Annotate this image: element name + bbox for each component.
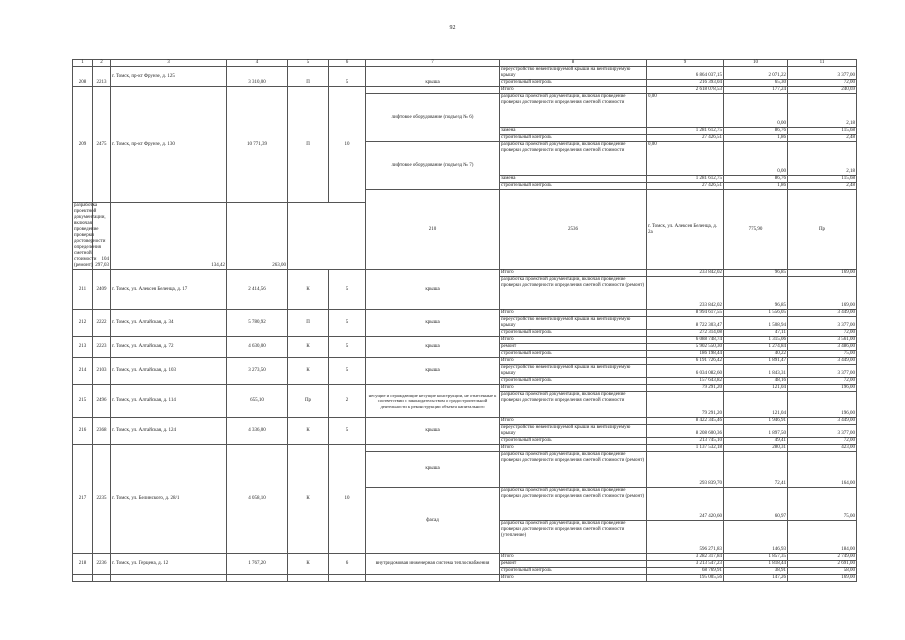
table-row bbox=[73, 270, 857, 277]
cost: 195 005,56 bbox=[647, 575, 724, 582]
unit-cost: 177,24 bbox=[724, 87, 788, 94]
element: крыша bbox=[366, 337, 500, 358]
cost: 216 393,04 bbox=[647, 80, 724, 87]
unit-cost: 86,76 bbox=[724, 176, 788, 183]
work-desc: замена bbox=[500, 128, 647, 135]
limit-cost: 169,00 bbox=[788, 575, 857, 582]
table-row bbox=[73, 575, 857, 582]
unit-cost: 96,85 bbox=[724, 270, 788, 277]
house-id: 2223 bbox=[93, 337, 111, 358]
area bbox=[227, 575, 288, 582]
house-type: П bbox=[288, 87, 329, 203]
table-row bbox=[73, 337, 857, 344]
work-desc: строительный контроль bbox=[500, 135, 647, 142]
floors: 5 bbox=[329, 270, 366, 310]
work-desc: строительный контроль bbox=[500, 183, 647, 190]
work-desc: Итого bbox=[500, 445, 647, 452]
cost: 79 291,20 bbox=[647, 385, 724, 392]
cost: 8 722 303,47 bbox=[647, 317, 724, 330]
cost: 6 034 082,60 bbox=[647, 365, 724, 378]
column-header: 9 bbox=[647, 60, 724, 67]
cost: 0,00 bbox=[647, 94, 724, 128]
house-type: К bbox=[288, 418, 329, 445]
unit-cost: 1 818,44 bbox=[724, 561, 788, 568]
row-number: 214 bbox=[73, 358, 93, 385]
limit-cost: 3 377,00 bbox=[788, 425, 857, 438]
cost: 2 618 078,53 bbox=[647, 87, 724, 94]
limit-cost: 196,00 bbox=[788, 392, 857, 418]
address: г. Томск, ул. Белинского, д. 28/1 bbox=[111, 445, 227, 554]
house-type: П bbox=[288, 310, 329, 337]
unit-cost: 146,93 bbox=[724, 521, 788, 554]
unit-cost: 121,04 bbox=[724, 392, 788, 418]
area: 4 630,00 bbox=[227, 337, 288, 358]
floors: 5 bbox=[329, 67, 366, 87]
limit-cost: 115,68 bbox=[788, 128, 857, 135]
work-desc: Итого bbox=[500, 310, 647, 317]
limit-cost: 58,00 bbox=[788, 568, 857, 575]
house-id bbox=[93, 575, 111, 582]
column-header: 2 bbox=[93, 60, 111, 67]
cost: 233 842,02 bbox=[647, 277, 724, 310]
cost: 1 281 612,75 bbox=[647, 176, 724, 183]
limit-cost: 3 486,00 bbox=[788, 344, 857, 351]
column-header: 1 bbox=[73, 60, 93, 67]
work-desc: Итого bbox=[500, 358, 647, 365]
house-type: Пр bbox=[288, 385, 329, 418]
work-desc: переустройство невентилируемой крыши на вентилируемую крышу bbox=[500, 365, 647, 378]
element: несущие и ограждающие несущие конструкции, не отнесенные к соответствии с законодательством о градостроительной деятельности к реконструкции объекта капитального bbox=[366, 385, 500, 418]
work-desc: Итого bbox=[500, 87, 647, 94]
address: г. Томск, ул. Герцена, д. 12 bbox=[111, 554, 227, 575]
floors: 5 bbox=[329, 358, 366, 385]
limit-cost: 196,00 bbox=[788, 385, 857, 392]
floors: 5 bbox=[329, 310, 366, 337]
limit-cost: 169,00 bbox=[788, 270, 857, 277]
work-desc: строительный контроль bbox=[500, 351, 647, 358]
work-desc: разработка проектной документации, включая проведение проверки достоверности определения сметной стоимости (ремонт) bbox=[500, 488, 647, 521]
cost: 272 314,08 bbox=[647, 330, 724, 337]
limit-cost: 3 449,00 bbox=[788, 418, 857, 425]
table-row bbox=[73, 554, 857, 561]
row-number: 217 bbox=[73, 445, 93, 554]
address: г. Томск, ул. Алтайская, д. 114 bbox=[111, 385, 227, 418]
column-header: 10 bbox=[724, 60, 788, 67]
row-number: 209 bbox=[73, 87, 93, 203]
row-number: 215 bbox=[73, 385, 93, 418]
row-number: 211 bbox=[73, 270, 93, 310]
column-header: 11 bbox=[788, 60, 857, 67]
unit-cost: 48,16 bbox=[724, 378, 788, 385]
unit-cost: 49,41 bbox=[724, 438, 788, 445]
cost: 233 842,02 bbox=[647, 270, 724, 277]
cost: 79 291,20 bbox=[647, 392, 724, 418]
unit-cost: 1 315,06 bbox=[724, 337, 788, 344]
element: крыша bbox=[366, 358, 500, 385]
cost: 8 208 600,36 bbox=[647, 425, 724, 438]
limit-cost: 3 561,00 bbox=[788, 337, 857, 344]
table-row bbox=[73, 385, 857, 392]
unit-cost: 134,42 bbox=[111, 203, 227, 270]
column-header: 5 bbox=[288, 60, 329, 67]
house-id: 2222 bbox=[93, 310, 111, 337]
house-type: Пр bbox=[788, 190, 857, 270]
unit-cost: 1 843,31 bbox=[724, 365, 788, 378]
work-desc: разработка проектной документации, включая проведение проверки достоверности определения сметной стоимости bbox=[500, 94, 647, 128]
work-desc: Итого bbox=[500, 385, 647, 392]
element-empty bbox=[366, 87, 500, 94]
work-desc: переустройство невентилируемой крыши на вентилируемую крышу bbox=[500, 67, 647, 80]
cost: 3 282 317,84 bbox=[647, 554, 724, 561]
limit-cost: 3 377,00 bbox=[788, 67, 857, 80]
element bbox=[366, 575, 500, 582]
column-header: 4 bbox=[227, 60, 288, 67]
cost: 27 426,51 bbox=[647, 135, 724, 142]
work-desc: ремонт bbox=[500, 561, 647, 568]
limit-cost: 2,48 bbox=[788, 135, 857, 142]
row-number bbox=[73, 575, 93, 582]
row-number: 212 bbox=[73, 310, 93, 337]
column-header: 7 bbox=[366, 60, 500, 67]
unit-cost: 121,04 bbox=[724, 385, 788, 392]
house-type: П bbox=[288, 67, 329, 87]
area: 3 310,00 bbox=[227, 67, 288, 87]
limit-cost: 2 691,00 bbox=[788, 561, 857, 568]
work-desc: разработка проектной документации, включая проведение проверки достоверности определения сметной стоимости (ремонт) bbox=[74, 203, 106, 268]
limit-cost: 72,00 bbox=[788, 378, 857, 385]
element: лифтовое оборудование (подъезд № 7) bbox=[366, 142, 500, 190]
unit-cost: 47,11 bbox=[724, 330, 788, 337]
unit-cost: 280,31 bbox=[724, 445, 788, 452]
address: г. Томск, пр-кт Фрунзе, д. 130 bbox=[111, 87, 227, 203]
page-number: 92 bbox=[449, 25, 456, 31]
floors: 2 bbox=[329, 385, 366, 418]
area: 2 414,56 bbox=[227, 270, 288, 310]
element: внутридомовая инженерная система теплоснабжения bbox=[366, 554, 500, 575]
unit-cost: 147,26 bbox=[724, 575, 788, 582]
element: крыша bbox=[366, 418, 500, 445]
cost: 186 198,44 bbox=[647, 351, 724, 358]
unit-cost: 60,97 bbox=[724, 488, 788, 521]
column-header: 8 bbox=[500, 60, 647, 67]
element: крыша bbox=[366, 310, 500, 337]
unit-cost: 96,85 bbox=[724, 277, 788, 310]
cost: 8 422 345,46 bbox=[647, 418, 724, 425]
work-desc: строительный контроль bbox=[500, 80, 647, 87]
limit-cost: 72,00 bbox=[788, 438, 857, 445]
house-id: 2235 bbox=[93, 445, 111, 554]
cost: 27 426,51 bbox=[647, 183, 724, 190]
element: крыша bbox=[366, 270, 500, 310]
floors: 5 bbox=[329, 418, 366, 445]
unit-cost: 38,91 bbox=[724, 568, 788, 575]
row-number: 210 bbox=[366, 190, 500, 270]
capital-repair-table bbox=[72, 59, 857, 582]
unit-cost: 0,00 bbox=[724, 94, 788, 128]
house-id: 2103 bbox=[93, 358, 111, 385]
element: фасад bbox=[366, 488, 500, 554]
house-type: К bbox=[288, 554, 329, 575]
cost: 3 213 547,23 bbox=[647, 561, 724, 568]
work-desc: Итого bbox=[500, 270, 647, 277]
cost: 6 864 037,15 bbox=[647, 67, 724, 80]
unit-cost: 1 556,05 bbox=[724, 310, 788, 317]
unit-cost: 1 946,91 bbox=[724, 418, 788, 425]
area: 655,10 bbox=[227, 385, 288, 418]
work-desc: строительный контроль bbox=[500, 330, 647, 337]
unit-cost: 1 274,84 bbox=[724, 344, 788, 351]
address bbox=[111, 575, 227, 582]
row-number: 216 bbox=[73, 418, 93, 445]
limit-cost: 115,68 bbox=[788, 176, 857, 183]
work-desc: переустройство невентилируемой крыши на вентилируемую крышу bbox=[500, 425, 647, 438]
address: г. Томск, ул. Алтайская, д. 34 bbox=[111, 310, 227, 337]
address: г. Томск, ул. Алтайская, д. 103 bbox=[111, 358, 227, 385]
table-row bbox=[73, 67, 857, 80]
cost: 8 994 617,55 bbox=[647, 310, 724, 317]
area: 10 771,39 bbox=[227, 87, 288, 203]
column-header: 3 bbox=[111, 60, 227, 67]
work-desc: разработка проектной документации, включая проведение проверки достоверности определения сметной стоимости (утепление) bbox=[500, 521, 647, 554]
cost: 5 902 550,30 bbox=[647, 344, 724, 351]
floors bbox=[329, 575, 366, 582]
house-id: 2475 bbox=[93, 87, 111, 203]
element: лифтовое оборудование (подъезд № 6) bbox=[366, 94, 500, 142]
cost: 104 297,03 bbox=[93, 203, 111, 270]
limit-cost: 169,00 bbox=[788, 277, 857, 310]
address: г. Томск, ул. Алтайская, д. 124 bbox=[111, 418, 227, 445]
unit-cost: 86,76 bbox=[724, 128, 788, 135]
unit-cost: 1,86 bbox=[724, 183, 788, 190]
table-row bbox=[73, 310, 857, 317]
floors: 10 bbox=[329, 87, 366, 203]
limit-cost: 2,18 bbox=[788, 142, 857, 176]
limit-cost: 184,00 bbox=[788, 521, 857, 554]
limit-cost: 2 749,00 bbox=[788, 554, 857, 561]
limit-cost: 3 377,00 bbox=[788, 317, 857, 330]
house-id: 2409 bbox=[93, 270, 111, 310]
floors: 10 bbox=[329, 445, 366, 554]
table-row bbox=[73, 418, 857, 425]
work-desc: переустройство невентилируемой крыши на вентилируемую крышу bbox=[500, 317, 647, 330]
work-desc: ремонт bbox=[500, 344, 647, 351]
house-id: 2496 bbox=[93, 385, 111, 418]
element: крыша bbox=[366, 452, 500, 488]
cost: 68 769,91 bbox=[647, 568, 724, 575]
limit-cost: 72,00 bbox=[788, 330, 857, 337]
work-desc: Итого bbox=[500, 337, 647, 344]
cost: 0,00 bbox=[647, 142, 724, 176]
row-number: 213 bbox=[73, 337, 93, 358]
table-row bbox=[73, 445, 857, 452]
unit-cost: 2 071,22 bbox=[724, 67, 788, 80]
column-number-row bbox=[73, 60, 857, 67]
address: г. Томск, ул. Алексея Беленца, д. 2а bbox=[647, 190, 724, 270]
address: г. Томск, ул. Алексея Беленца, д. 17 bbox=[111, 270, 227, 310]
limit-cost: 263,00 bbox=[227, 203, 288, 270]
cost: 6 088 748,74 bbox=[647, 337, 724, 344]
limit-cost: 75,00 bbox=[788, 351, 857, 358]
limit-cost: 164,00 bbox=[788, 452, 857, 488]
limit-cost: 2,18 bbox=[788, 94, 857, 128]
area: 3 273,50 bbox=[227, 358, 288, 385]
area: 5 780,92 bbox=[227, 310, 288, 337]
house-type: К bbox=[288, 270, 329, 310]
unit-cost: 65,30 bbox=[724, 80, 788, 87]
address: г. Томск, пр-кт Фрунзе, д. 125 bbox=[111, 67, 227, 87]
house-id: 2536 bbox=[500, 190, 647, 270]
house-id: 2368 bbox=[93, 418, 111, 445]
cost: 213 745,10 bbox=[647, 438, 724, 445]
work-desc: разработка проектной документации, включая проведение проверки достоверности определения сметной стоимости bbox=[500, 142, 647, 176]
work-desc: замена bbox=[500, 176, 647, 183]
limit-cost: 72,00 bbox=[788, 80, 857, 87]
floors: 6 bbox=[329, 554, 366, 575]
house-id: 2236 bbox=[93, 554, 111, 575]
cost: 596 271,83 bbox=[647, 521, 724, 554]
area: 1 767,20 bbox=[227, 554, 288, 575]
area: 4 058,10 bbox=[227, 445, 288, 554]
table-row bbox=[73, 358, 857, 365]
work-desc: Итого bbox=[500, 418, 647, 425]
row-number: 208 bbox=[73, 67, 93, 87]
area: 775,90 bbox=[724, 190, 788, 270]
column-header: 6 bbox=[329, 60, 366, 67]
element: крыша bbox=[366, 67, 500, 87]
cost: 247 420,60 bbox=[647, 488, 724, 521]
row-number: 218 bbox=[73, 554, 93, 575]
limit-cost: 3 449,00 bbox=[788, 310, 857, 317]
limit-cost: 75,00 bbox=[788, 488, 857, 521]
work-desc: разработка проектной документации, включая проведение проверки достоверности определения сметной стоимости (ремонт) bbox=[500, 452, 647, 488]
cost: 6 191 726,42 bbox=[647, 358, 724, 365]
area: 4 336,00 bbox=[227, 418, 288, 445]
house-type: К bbox=[288, 337, 329, 358]
house-type: К bbox=[288, 358, 329, 385]
work-desc: разработка проектной документации, включая проведение проверки достоверности определения сметной стоимости (ремонт) bbox=[500, 277, 647, 310]
unit-cost: 40,22 bbox=[724, 351, 788, 358]
unit-cost: 72,41 bbox=[724, 452, 788, 488]
unit-cost: 1 897,50 bbox=[724, 425, 788, 438]
limit-cost: 2,48 bbox=[788, 183, 857, 190]
element-empty bbox=[366, 445, 500, 452]
work-desc: Итого bbox=[500, 575, 647, 582]
table-row bbox=[73, 87, 857, 94]
house-type: К bbox=[288, 445, 329, 554]
house-id: 2213 bbox=[93, 67, 111, 87]
unit-cost: 0,00 bbox=[724, 142, 788, 176]
cost: 1 137 532,18 bbox=[647, 445, 724, 452]
cost: 293 839,70 bbox=[647, 452, 724, 488]
work-desc: Итого bbox=[500, 554, 647, 561]
unit-cost: 1 857,35 bbox=[724, 554, 788, 561]
unit-cost: 1,86 bbox=[724, 135, 788, 142]
unit-cost: 1 508,94 bbox=[724, 317, 788, 330]
limit-cost: 3 377,00 bbox=[788, 365, 857, 378]
limit-cost: 240,69 bbox=[788, 87, 857, 94]
work-desc: строительный контроль bbox=[500, 378, 647, 385]
floors: 5 bbox=[329, 337, 366, 358]
cost: 157 643,82 bbox=[647, 378, 724, 385]
address: г. Томск, ул. Алтайская, д. 72 bbox=[111, 337, 227, 358]
work-desc: строительный контроль bbox=[500, 568, 647, 575]
limit-cost: 423,00 bbox=[788, 445, 857, 452]
cost: 1 281 612,75 bbox=[647, 128, 724, 135]
work-desc: строительный контроль bbox=[500, 438, 647, 445]
limit-cost: 3 449,00 bbox=[788, 358, 857, 365]
house-type bbox=[288, 575, 329, 582]
unit-cost: 1 891,47 bbox=[724, 358, 788, 365]
work-desc: разработка проектной документации, включая проведение проверки достоверности определения сметной стоимости bbox=[500, 392, 647, 418]
